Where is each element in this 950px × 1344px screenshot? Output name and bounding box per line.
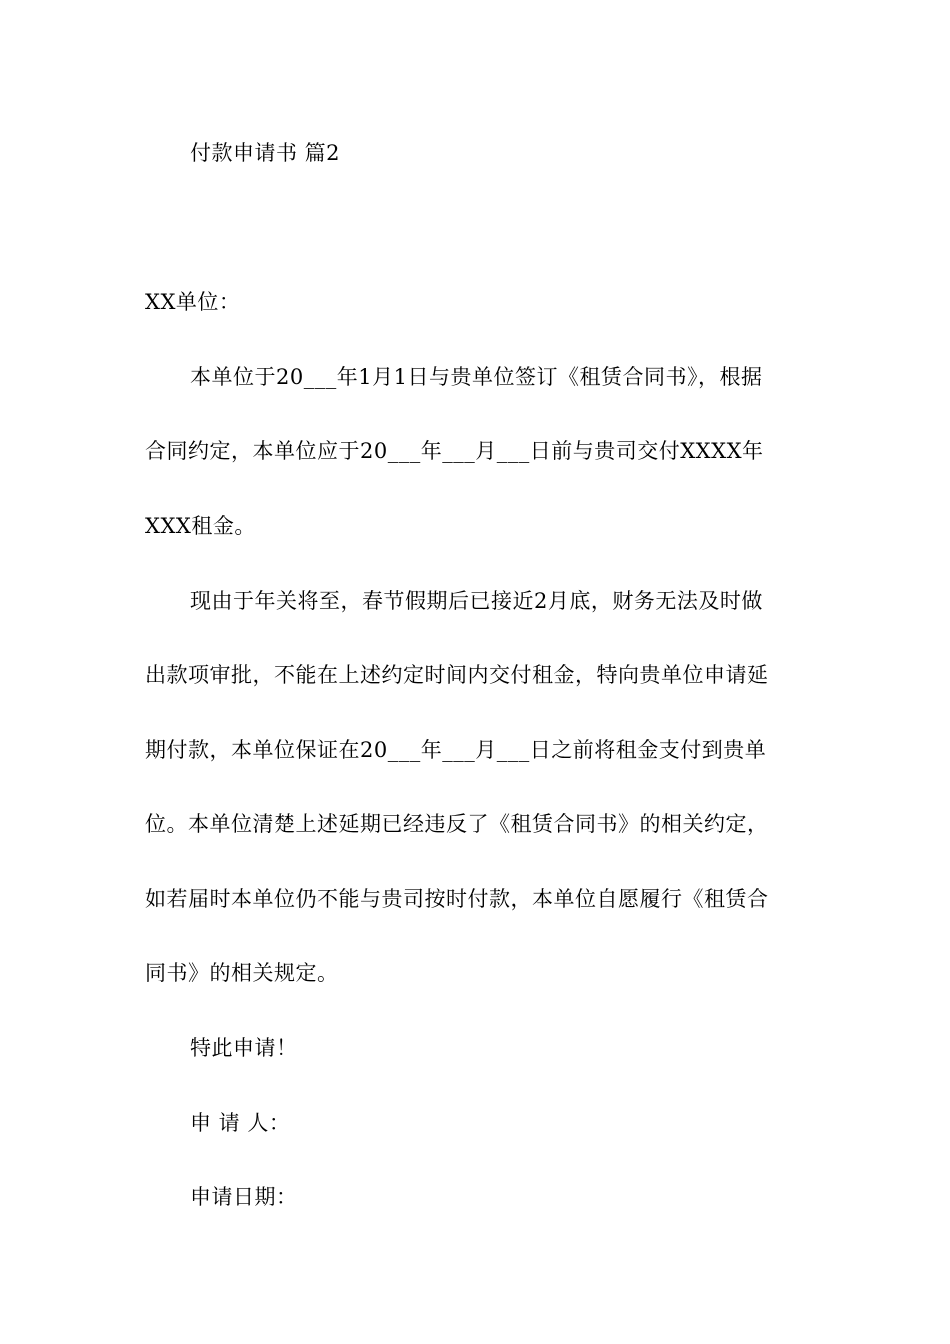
closing-line: 特此申请！ bbox=[190, 1036, 298, 1060]
paragraph-2-line-4: 位。本单位清楚上述延期已经违反了《租赁合同书》的相关约定， bbox=[145, 812, 769, 836]
paragraph-1-line-1: 本单位于20___年1月1日与贵单位签订《租赁合同书》，根据 bbox=[190, 365, 763, 389]
document-title: 付款申请书 篇2 bbox=[190, 141, 341, 165]
paragraph-2-line-3: 期付款，本单位保证在20___年___月___日之前将租金支付到贵单 bbox=[145, 738, 767, 762]
paragraph-1-line-3: XXX租金。 bbox=[145, 514, 256, 538]
paragraph-2-line-2: 出款项审批，不能在上述约定时间内交付租金，特向贵单位申请延 bbox=[145, 663, 769, 687]
recipient-line: XX单位： bbox=[145, 290, 241, 314]
applicant-label: 申 请 人： bbox=[190, 1111, 291, 1135]
paragraph-2-line-1: 现由于年关将至，春节假期后已接近2月底，财务无法及时做 bbox=[190, 589, 763, 613]
paragraph-2-line-5: 如若届时本单位仍不能与贵司按时付款，本单位自愿履行《租赁合 bbox=[145, 887, 769, 911]
date-label: 申请日期： bbox=[190, 1185, 298, 1209]
paragraph-2-line-6: 同书》的相关规定。 bbox=[145, 961, 339, 985]
paragraph-1-line-2: 合同约定，本单位应于20___年___月___日前与贵司交付XXXX年 bbox=[145, 439, 764, 463]
